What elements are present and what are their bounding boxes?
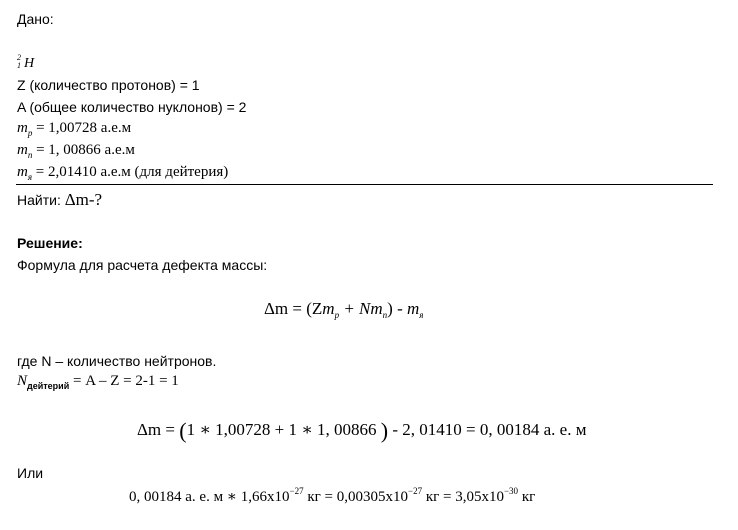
formula-s3: я [419,310,424,320]
isotope-notation [17,53,39,73]
conv-part-1: 0, 00184 а. е. м ∗ 1,66x10 [129,489,290,505]
formula-plus-n: + N [339,299,371,318]
mya-symbol: m [17,164,28,180]
mp-value: = 1,00728 а.е.м [32,120,132,136]
calculation-line [137,420,586,442]
given-divider [16,184,713,185]
conv-part-2: кг = 0,00305x10 [303,489,408,505]
conversion-line [129,487,535,505]
calc-open-paren: ( [179,418,187,443]
mp-symbol: m [17,120,28,136]
given-neutron-mass [17,143,135,160]
or-label: Или [17,465,44,481]
conv-exp-1: −27 [289,486,304,496]
formula-close: ) - [387,299,407,318]
mn-subscript: n [27,150,33,160]
isotope-symbol: H [24,56,35,71]
formula-m1: m [322,299,335,318]
conv-part-4: кг [518,489,536,505]
calc-rest: - 2, 01410 = 0, 00184 а. е. м [388,420,587,439]
find-line [17,191,102,208]
solution-heading: Решение: [17,235,83,251]
calc-close-paren: ) [380,418,389,443]
where-line: где N – количество нейтронов. [17,353,217,369]
n-value: = A – Z = 2-1 = 1 [69,373,179,389]
given-heading: Дано: [17,11,54,27]
conv-exp-3: −30 [503,486,519,496]
mya-subscript: я [27,172,33,182]
mp-subscript: p [27,128,33,138]
conv-exp-2: −27 [408,486,423,496]
formula-m3: m [407,299,420,318]
mass-defect-formula [264,300,423,320]
solution-intro: Формула для расчета дефекта массы: [17,257,268,273]
given-nucleus-mass [17,165,228,182]
conv-part-3: кг = 3,05x10 [422,489,504,505]
n-subscript: дейтерий [27,381,70,391]
formula-m2: m [370,299,383,318]
mn-symbol: m [17,142,28,158]
formula-s2: n [382,310,388,320]
find-label: Найти: [17,192,65,208]
find-target: Δm-? [64,190,103,209]
formula-lhs: Δm = (Z [264,299,323,318]
calc-lhs: Δm = [137,420,180,439]
isotope-mass-number: 2 [17,53,21,62]
n-symbol: N [17,373,28,389]
calc-body: 1 ∗ 1,00728 + 1 ∗ 1, 00866 [186,420,381,439]
formula-s1: p [334,310,340,320]
neutron-count-line [17,374,179,391]
isotope-charge-number: 1 [17,61,21,70]
mya-value: = 2,01410 а.е.м (для дейтерия) [32,164,229,180]
mn-value: = 1, 00866 а.е.м [32,142,135,158]
given-proton-mass [17,121,131,138]
given-a-line: A (общее количество нуклонов) = 2 [17,99,247,115]
given-z-line: Z (количество протонов) = 1 [17,77,200,93]
